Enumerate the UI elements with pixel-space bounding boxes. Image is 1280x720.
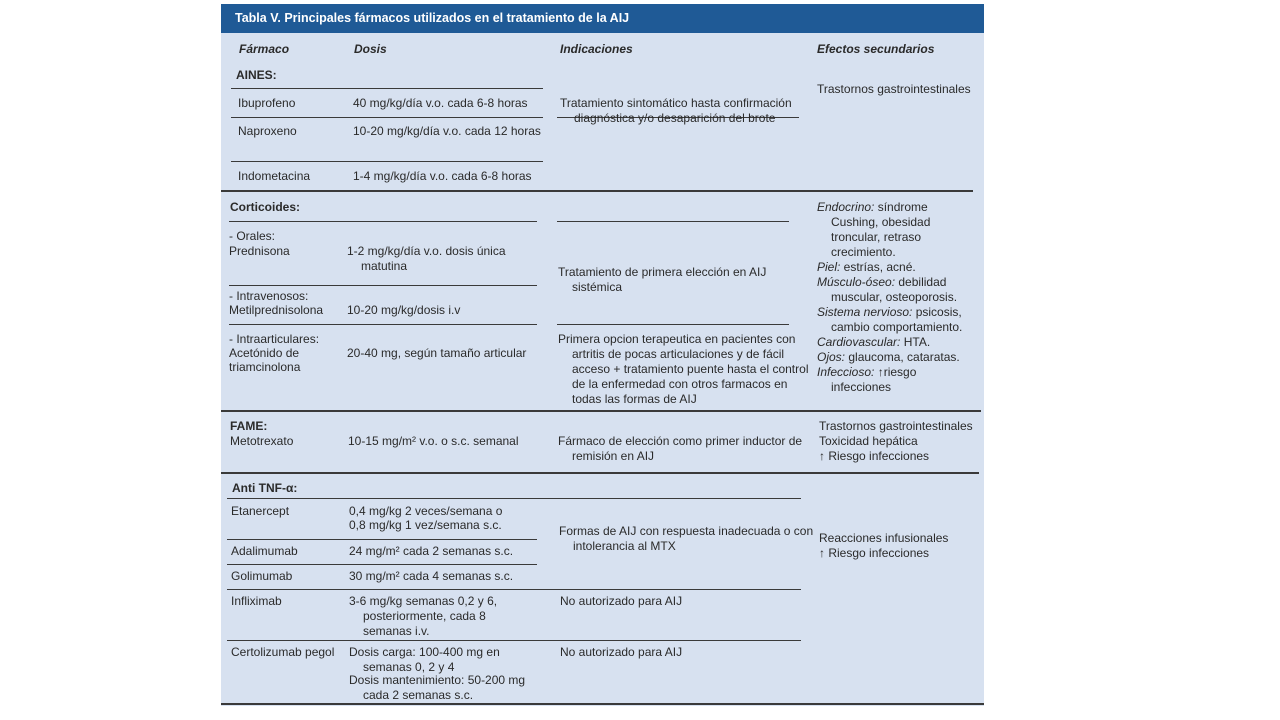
dose-indometacina: 1-4 mg/kg/día v.o. cada 6-8 horas <box>353 169 532 183</box>
group-divider <box>221 410 981 412</box>
dose-naproxeno: 10-20 mg/kg/día v.o. cada 12 horas <box>353 124 541 138</box>
header-side-effects: Efectos secundarios <box>817 42 935 56</box>
group-divider <box>221 472 979 474</box>
dose-golimumab: 30 mg/m² cada 4 semanas s.c. <box>349 569 514 583</box>
drug-etanercept: Etanercept <box>231 504 290 518</box>
row-divider <box>231 161 543 162</box>
dose-ibuprofeno: 40 mg/kg/día v.o. cada 6-8 horas <box>353 96 528 110</box>
indication-fame: Fármaco de elección como primer inductor de remisión en AIJ <box>558 434 803 463</box>
header-drug: Fármaco <box>239 42 290 56</box>
indication-anti-tnf: Formas de AIJ con respuesta inadecuada o con intolerancia al MTX <box>559 524 814 553</box>
drug-indometacina: Indometacina <box>238 169 311 183</box>
row-divider <box>229 221 537 222</box>
group-fame: FAME: <box>230 419 268 433</box>
row-divider <box>229 285 537 286</box>
indication-aines: Tratamiento sintomático hasta confirmación diagnóstica y/o desaparición del brote <box>560 96 792 125</box>
row-divider <box>231 88 543 89</box>
group-corticoides: Corticoides: <box>230 200 301 214</box>
route-intravenosos: - Intravenosos: <box>229 289 309 303</box>
route-orales: - Orales: <box>229 229 276 243</box>
drug-ibuprofeno: Ibuprofeno <box>238 96 296 110</box>
row-divider <box>227 498 801 499</box>
table-title: Tabla V. Principales fármacos utilizados en el tratamiento de la AIJ <box>221 4 984 33</box>
row-divider <box>227 564 537 565</box>
drug-triamcinolona-2: triamcinolona <box>229 360 301 374</box>
side-effects-anti-tnf: Reacciones infusionales ↑ Riesgo infecciones <box>819 531 949 560</box>
dose-triamcinolona: 20-40 mg, según tamaño articular <box>347 346 527 360</box>
drug-triamcinolona-1: Acetónido de <box>229 346 300 360</box>
drug-golimumab: Golimumab <box>231 569 293 583</box>
indication-corticoides-2: Primera opcion terapeutica en pacientes con artritis de pocas articulaciones y de fácil acceso + tratamiento puente hasta el control de la enfermedad con otros farmacos en todas las formas de AIJ <box>558 332 809 406</box>
row-divider <box>229 324 537 325</box>
dose-adalimumab: 24 mg/m² cada 2 semanas s.c. <box>349 544 514 558</box>
group-divider <box>221 190 973 192</box>
dose-certolizumab-2: Dosis mantenimiento: 50-200 mg cada 2 semanas s.c. <box>349 673 526 702</box>
group-anti-tnf: Anti TNF-α: <box>232 481 298 495</box>
dose-prednisona: 1-2 mg/kg/día v.o. dosis única matutina <box>347 244 506 273</box>
drug-prednisona: Prednisona <box>229 244 290 258</box>
drug-adalimumab: Adalimumab <box>231 544 298 558</box>
drug-metilprednisolona: Metilprednisolona <box>229 303 324 317</box>
table-bottom-rule <box>221 703 984 705</box>
row-divider <box>557 221 789 222</box>
side-effects-fame: Trastornos gastrointestinales Toxicidad hepática ↑ Riesgo infecciones <box>819 419 973 463</box>
side-effects-aines: Trastornos gastrointestinales <box>817 82 971 96</box>
route-intraarticulares: - Intraarticulares: <box>229 332 320 346</box>
dose-metotrexato: 10-15 mg/m² v.o. o s.c. semanal <box>348 434 519 448</box>
drug-infliximab: Infliximab <box>231 594 282 608</box>
indication-certolizumab: No autorizado para AIJ <box>560 645 683 659</box>
row-divider <box>227 589 801 590</box>
indication-corticoides-1: Tratamiento de primera elección en AIJ sistémica <box>558 265 767 294</box>
dose-etanercept-2: 0,8 mg/kg 1 vez/semana s.c. <box>349 518 502 532</box>
header-dose: Dosis <box>354 42 387 56</box>
dose-infliximab: 3-6 mg/kg semanas 0,2 y 6, posteriormente, cada 8 semanas i.v. <box>349 594 498 638</box>
side-effects-corticoides: Endocrino: síndrome Cushing, obesidad troncular, retraso crecimiento. Piel: estrías, acné. Músculo-óseo: debilidad muscular, osteoporosis. Sistema nervioso: psicosis, cambio comportamiento. Cardiovascular: HTA. Ojos: glaucoma, cataratas. Infeccioso: ↑riesgo infecciones <box>817 200 963 394</box>
row-divider <box>227 539 537 540</box>
drug-naproxeno: Naproxeno <box>238 124 297 138</box>
drug-table <box>221 4 984 706</box>
drug-metotrexato: Metotrexato <box>230 434 294 448</box>
dose-etanercept-1: 0,4 mg/kg 2 veces/semana o <box>349 504 503 518</box>
group-aines: AINES: <box>236 68 277 82</box>
header-indications: Indicaciones <box>560 42 633 56</box>
row-divider <box>557 324 789 325</box>
row-divider <box>231 117 543 118</box>
drug-certolizumab: Certolizumab pegol <box>231 645 335 659</box>
indication-infliximab: No autorizado para AIJ <box>560 594 683 608</box>
dose-certolizumab-1: Dosis carga: 100-400 mg en semanas 0, 2 y 4 <box>349 645 500 674</box>
dose-metilprednisolona: 10-20 mg/kg/dosis i.v <box>347 303 461 317</box>
row-divider <box>227 640 801 641</box>
